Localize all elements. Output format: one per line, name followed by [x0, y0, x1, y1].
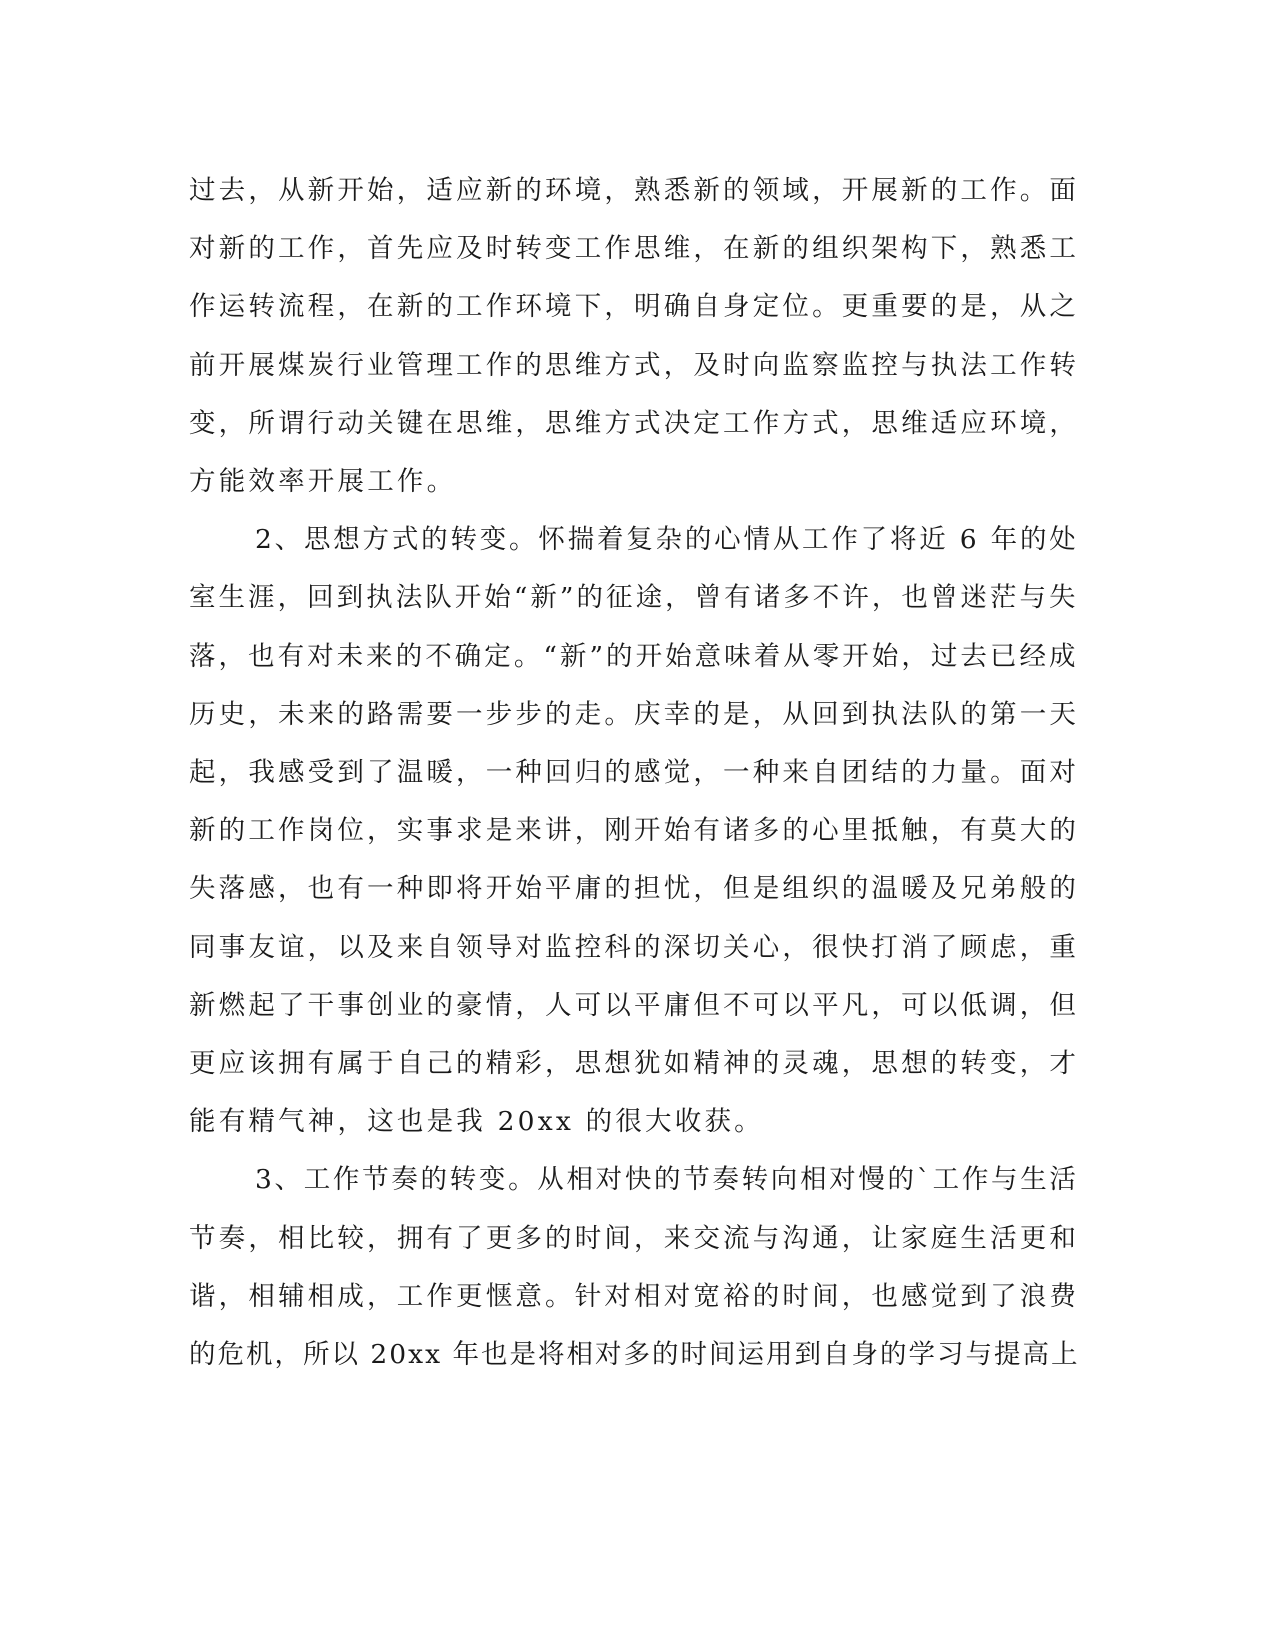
text-line: 3、工作节奏的转变。从相对快的节奏转向相对慢的`工作与生活 — [255, 1164, 1079, 1196]
text-line: 方能效率开展工作。 — [189, 466, 457, 498]
text-line: 谐，相辅相成，工作更惬意。针对相对宽裕的时间，也感觉到了浪费 — [189, 1280, 1079, 1312]
document-body — [189, 162, 1079, 1384]
text-line: 新燃起了干事创业的豪情，人可以平庸但不可以平凡，可以低调，但 — [189, 989, 1079, 1021]
text-line: 对新的工作，首先应及时转变工作思维，在新的组织架构下，熟悉工 — [189, 233, 1079, 265]
text-line: 更应该拥有属于自己的精彩，思想犹如精神的灵魂，思想的转变，才 — [189, 1048, 1079, 1080]
paragraph-3 — [189, 1151, 1079, 1384]
text-line: 同事友谊，以及来自领导对监控科的深切关心，很快打消了顾虑，重 — [189, 931, 1079, 963]
text-line: 新的工作岗位，实事求是来讲，刚开始有诸多的心里抵触，有莫大的 — [189, 815, 1079, 847]
text-line: 作运转流程，在新的工作环境下，明确自身定位。更重要的是，从之 — [189, 291, 1079, 323]
text-line: 室生涯，回到执法队开始“新”的征途，曾有诸多不许，也曾迷茫与失 — [189, 582, 1079, 614]
paragraph-1 — [189, 162, 1079, 511]
text-line: 起，我感受到了温暖，一种回归的感觉，一种来自团结的力量。面对 — [189, 757, 1079, 789]
text-line: 失落感，也有一种即将开始平庸的担忧，但是组织的温暖及兄弟般的 — [189, 873, 1079, 905]
paragraph-2 — [189, 511, 1079, 1151]
text-line: 前开展煤炭行业管理工作的思维方式，及时向监察监控与执法工作转 — [189, 349, 1079, 381]
text-line: 2、思想方式的转变。怀揣着复杂的心情从工作了将近 6 年的处 — [255, 524, 1079, 556]
text-line: 的危机，所以 20xx 年也是将相对多的时间运用到自身的学习与提高上 — [189, 1339, 1079, 1371]
text-line: 能有精气神，这也是我 20xx 的很大收获。 — [189, 1106, 764, 1138]
text-line: 变，所谓行动关键在思维，思维方式决定工作方式，思维适应环境， — [189, 407, 1079, 439]
text-line: 节奏，相比较，拥有了更多的时间，来交流与沟通，让家庭生活更和 — [189, 1222, 1079, 1254]
text-line: 过去，从新开始，适应新的环境，熟悉新的领域，开展新的工作。面 — [189, 175, 1079, 206]
text-line: 历史，未来的路需要一步步的走。庆幸的是，从回到执法队的第一天 — [189, 698, 1079, 730]
text-line: 落，也有对未来的不确定。“新”的开始意味着从零开始，过去已经成 — [189, 640, 1079, 672]
